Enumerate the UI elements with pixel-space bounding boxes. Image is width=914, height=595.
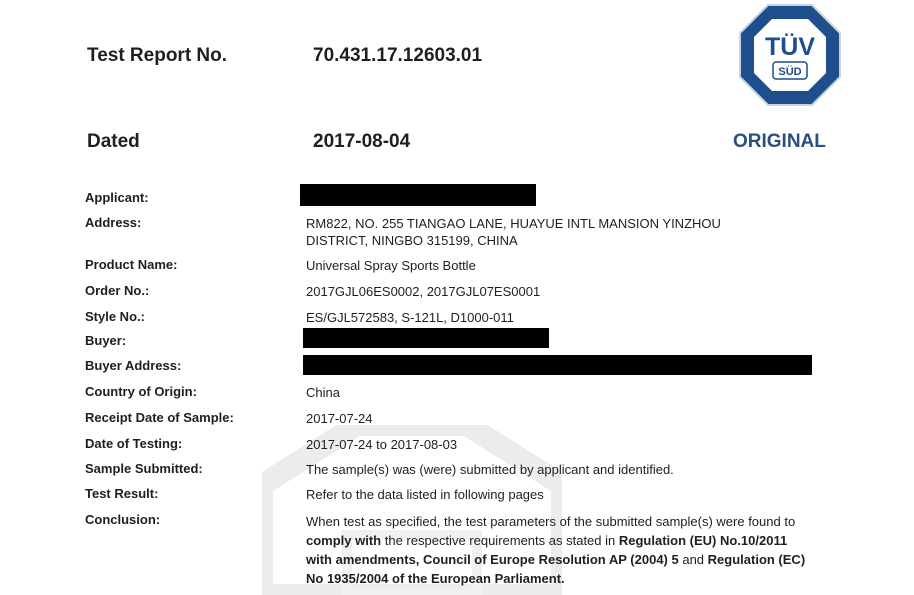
- receipt-date-value: 2017-07-24: [306, 411, 373, 426]
- logo-sud-text: SÜD: [778, 66, 802, 78]
- dated-label: Dated: [87, 131, 140, 152]
- logo-tuv-text: TÜV: [765, 33, 815, 61]
- sample-submitted-label: Sample Submitted:: [85, 461, 203, 476]
- conclusion-label: Conclusion:: [85, 512, 161, 527]
- address-line-2: DISTRICT, NINGBO 315199, CHINA: [306, 233, 518, 248]
- report-number-value: 70.431.17.12603.01: [313, 45, 483, 66]
- conclusion-text: [306, 512, 811, 588]
- buyer-label: Buyer:: [85, 333, 127, 348]
- buyer-address-redaction: [303, 355, 812, 375]
- address-label: Address:: [85, 215, 142, 230]
- style-no-value: ES/GJL572583, S-121L, D1000-011: [306, 310, 514, 325]
- conclusion-part-2: the respective requirements as stated in: [381, 533, 619, 548]
- sample-submitted-value: The sample(s) was (were) submitted by applicant and identified.: [306, 462, 674, 477]
- date-of-testing-value: 2017-07-24 to 2017-08-03: [306, 437, 458, 452]
- product-name-label: Product Name:: [85, 257, 178, 272]
- buyer-address-label: Buyer Address:: [85, 358, 182, 373]
- date-of-testing-label: Date of Testing:: [85, 436, 183, 451]
- dated-value: 2017-08-04: [313, 131, 411, 152]
- applicant-redaction: [300, 184, 536, 206]
- receipt-date-label: Receipt Date of Sample:: [85, 410, 234, 425]
- address-line-1: RM822, NO. 255 TIANGAO LANE, HUAYUE INTL MANSION YINZHOU: [306, 216, 721, 231]
- country-of-origin-label: Country of Origin:: [85, 384, 197, 399]
- conclusion-part-3: and: [678, 552, 708, 567]
- test-result-label: Test Result:: [85, 486, 159, 501]
- report-number-label: Test Report No.: [87, 45, 228, 66]
- applicant-label: Applicant:: [85, 190, 149, 205]
- original-stamp: ORIGINAL: [733, 131, 826, 152]
- buyer-redaction: [303, 328, 549, 348]
- conclusion-comply: comply with: [306, 533, 382, 548]
- test-result-value: Refer to the data listed in following pages: [306, 487, 544, 502]
- conclusion-part-1: When test as specified, the test parameters of the submitted sample(s) were found to: [306, 514, 796, 529]
- conclusion-regulation-eu: Regulation (EU) No.10/2011 with amendments, Council of Europe Resolution AP (2004) 5: [306, 533, 788, 567]
- product-name-value: Universal Spray Sports Bottle: [306, 258, 476, 273]
- order-no-label: Order No.:: [85, 283, 150, 298]
- style-no-label: Style No.:: [85, 309, 145, 324]
- country-of-origin-value: China: [306, 385, 340, 400]
- order-no-value: 2017GJL06ES0002, 2017GJL07ES0001: [306, 284, 541, 299]
- tuv-sud-logo: [738, 3, 842, 107]
- conclusion-regulation-ec: Regulation (EC) No 1935/2004 of the European Parliament.: [306, 552, 806, 586]
